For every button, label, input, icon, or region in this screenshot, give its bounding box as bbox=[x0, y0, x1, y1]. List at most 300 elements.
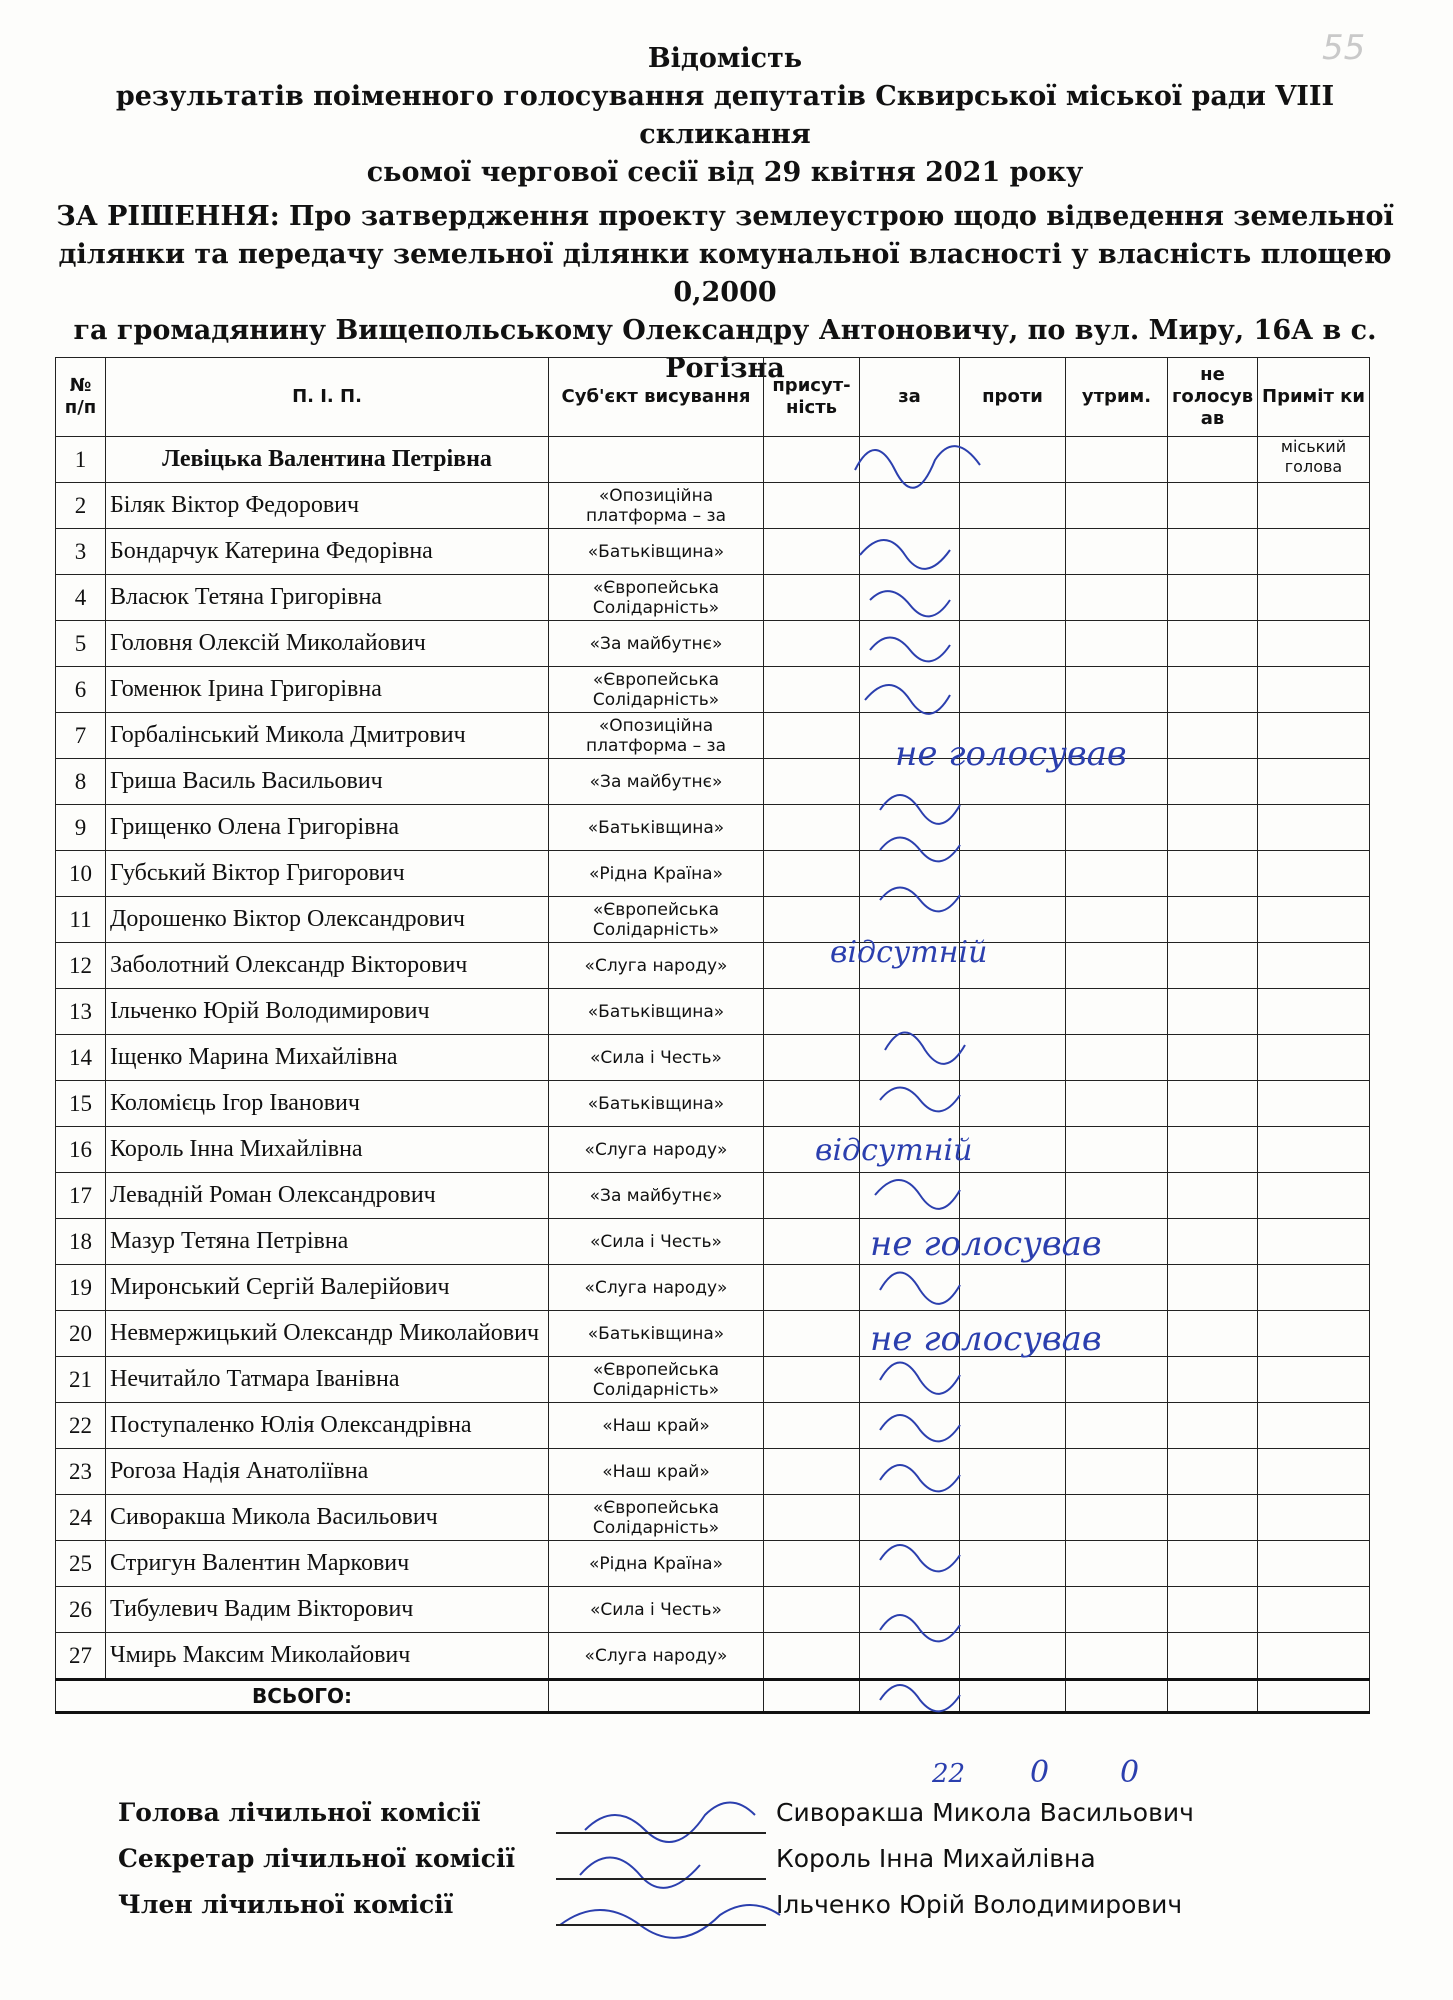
nominating-party: «Сила і Честь» bbox=[549, 1219, 764, 1265]
total-cell bbox=[1066, 1680, 1168, 1713]
table-row bbox=[56, 897, 1370, 943]
present-cell bbox=[764, 1633, 860, 1680]
table-row bbox=[56, 1403, 1370, 1449]
note-cell bbox=[1258, 1035, 1370, 1081]
row-number: 1 bbox=[56, 437, 106, 483]
present-cell bbox=[764, 897, 860, 943]
abstain-cell bbox=[1066, 1587, 1168, 1633]
signature-line bbox=[556, 1924, 766, 1926]
deputy-name: Грищенко Олена Григорівна bbox=[106, 805, 549, 851]
for-cell bbox=[860, 897, 960, 943]
row-number: 7 bbox=[56, 713, 106, 759]
note-cell bbox=[1258, 1127, 1370, 1173]
deputy-name: Сиворакша Микола Васильович bbox=[106, 1495, 549, 1541]
deputy-name: Миронський Сергій Валерійович bbox=[106, 1265, 549, 1311]
nominating-party: «За майбутнє» bbox=[549, 621, 764, 667]
for-cell bbox=[860, 1357, 960, 1403]
for-cell bbox=[860, 759, 960, 805]
note-cell bbox=[1258, 529, 1370, 575]
handwritten-note: відсутній bbox=[815, 1133, 973, 1168]
handwritten-total-for: 22 bbox=[932, 1759, 966, 1789]
against-cell bbox=[960, 943, 1066, 989]
note-cell bbox=[1258, 989, 1370, 1035]
nominating-party: «Наш край» bbox=[549, 1403, 764, 1449]
abstain-cell bbox=[1066, 1449, 1168, 1495]
not-voted-cell bbox=[1168, 805, 1258, 851]
header-against: проти bbox=[960, 358, 1066, 437]
total-cell bbox=[1258, 1680, 1370, 1713]
present-cell bbox=[764, 713, 860, 759]
handwritten-note: не голосував bbox=[870, 1224, 1102, 1264]
deputy-name: Поступаленко Юлія Олександрівна bbox=[106, 1403, 549, 1449]
note-cell bbox=[1258, 1265, 1370, 1311]
present-cell bbox=[764, 621, 860, 667]
against-cell bbox=[960, 483, 1066, 529]
deputy-name: Заболотний Олександр Вікторович bbox=[106, 943, 549, 989]
total-cell bbox=[860, 1680, 960, 1713]
note-cell bbox=[1258, 851, 1370, 897]
for-cell bbox=[860, 621, 960, 667]
for-cell bbox=[860, 1219, 960, 1265]
abstain-cell bbox=[1066, 1265, 1168, 1311]
deputy-name: Мазур Тетяна Петрівна bbox=[106, 1219, 549, 1265]
document-subtitle: результатів поіменного голосування депутатів Сквирської міської ради VIII скликання bbox=[115, 81, 1335, 150]
abstain-cell bbox=[1066, 805, 1168, 851]
against-cell bbox=[960, 1587, 1066, 1633]
table-row bbox=[56, 943, 1370, 989]
table-row bbox=[56, 1219, 1370, 1265]
nominating-party: «За майбутнє» bbox=[549, 759, 764, 805]
row-number: 12 bbox=[56, 943, 106, 989]
against-cell bbox=[960, 805, 1066, 851]
header-note: Приміт ки bbox=[1258, 358, 1370, 437]
row-number: 15 bbox=[56, 1081, 106, 1127]
against-cell bbox=[960, 759, 1066, 805]
note-cell bbox=[1258, 1541, 1370, 1587]
not-voted-cell bbox=[1168, 1081, 1258, 1127]
row-number: 21 bbox=[56, 1357, 106, 1403]
total-row bbox=[56, 1680, 1370, 1713]
for-cell bbox=[860, 667, 960, 713]
abstain-cell bbox=[1066, 989, 1168, 1035]
against-cell bbox=[960, 1081, 1066, 1127]
row-number: 5 bbox=[56, 621, 106, 667]
header-party: Суб'єкт висування bbox=[549, 358, 764, 437]
row-number: 16 bbox=[56, 1127, 106, 1173]
against-cell bbox=[960, 897, 1066, 943]
commission-member-name: Король Інна Михайлівна bbox=[776, 1844, 1096, 1873]
row-number: 13 bbox=[56, 989, 106, 1035]
total-cell bbox=[764, 1680, 860, 1713]
row-number: 8 bbox=[56, 759, 106, 805]
abstain-cell bbox=[1066, 667, 1168, 713]
not-voted-cell bbox=[1168, 529, 1258, 575]
table-row bbox=[56, 713, 1370, 759]
deputy-name: Гоменюк Ірина Григорівна bbox=[106, 667, 549, 713]
against-cell bbox=[960, 713, 1066, 759]
for-cell bbox=[860, 1127, 960, 1173]
for-cell bbox=[860, 575, 960, 621]
abstain-cell bbox=[1066, 1127, 1168, 1173]
not-voted-cell bbox=[1168, 621, 1258, 667]
signature-row bbox=[118, 1844, 1318, 1890]
row-number: 2 bbox=[56, 483, 106, 529]
total-cell bbox=[960, 1680, 1066, 1713]
present-cell bbox=[764, 483, 860, 529]
not-voted-cell bbox=[1168, 1219, 1258, 1265]
present-cell bbox=[764, 1219, 860, 1265]
commission-role: Член лічильної комісії bbox=[118, 1890, 454, 1919]
for-cell bbox=[860, 989, 960, 1035]
for-cell bbox=[860, 943, 960, 989]
signature-block bbox=[118, 1798, 1318, 1936]
table-row bbox=[56, 1311, 1370, 1357]
not-voted-cell bbox=[1168, 759, 1258, 805]
header-name: П. І. П. bbox=[106, 358, 549, 437]
not-voted-cell bbox=[1168, 897, 1258, 943]
against-cell bbox=[960, 1449, 1066, 1495]
for-cell bbox=[860, 1265, 960, 1311]
present-cell bbox=[764, 529, 860, 575]
table-row bbox=[56, 1127, 1370, 1173]
table-row bbox=[56, 1035, 1370, 1081]
against-cell bbox=[960, 1495, 1066, 1541]
for-cell bbox=[860, 529, 960, 575]
note-cell bbox=[1258, 1633, 1370, 1680]
abstain-cell bbox=[1066, 437, 1168, 483]
note-cell bbox=[1258, 1081, 1370, 1127]
row-number: 17 bbox=[56, 1173, 106, 1219]
not-voted-cell bbox=[1168, 851, 1258, 897]
not-voted-cell bbox=[1168, 667, 1258, 713]
not-voted-cell bbox=[1168, 713, 1258, 759]
deputy-name: Ільченко Юрій Володимирович bbox=[106, 989, 549, 1035]
abstain-cell bbox=[1066, 1541, 1168, 1587]
present-cell bbox=[764, 805, 860, 851]
row-number: 14 bbox=[56, 1035, 106, 1081]
signature-row bbox=[118, 1798, 1318, 1844]
row-number: 24 bbox=[56, 1495, 106, 1541]
table-row bbox=[56, 805, 1370, 851]
abstain-cell bbox=[1066, 713, 1168, 759]
abstain-cell bbox=[1066, 1633, 1168, 1680]
deputy-name: Головня Олексій Миколайович bbox=[106, 621, 549, 667]
note-cell bbox=[1258, 1449, 1370, 1495]
against-cell bbox=[960, 851, 1066, 897]
nominating-party: «Батьківщина» bbox=[549, 989, 764, 1035]
row-number: 26 bbox=[56, 1587, 106, 1633]
nominating-party: «Батьківщина» bbox=[549, 1311, 764, 1357]
nominating-party: «Рідна Країна» bbox=[549, 1541, 764, 1587]
against-cell bbox=[960, 529, 1066, 575]
not-voted-cell bbox=[1168, 1403, 1258, 1449]
for-cell bbox=[860, 1633, 960, 1680]
against-cell bbox=[960, 621, 1066, 667]
note-cell bbox=[1258, 667, 1370, 713]
present-cell bbox=[764, 1173, 860, 1219]
not-voted-cell bbox=[1168, 1633, 1258, 1680]
deputy-name: Горбалінський Микола Дмитрович bbox=[106, 713, 549, 759]
note-cell bbox=[1258, 1357, 1370, 1403]
against-cell bbox=[960, 437, 1066, 483]
note-cell: міський голова bbox=[1258, 437, 1370, 483]
not-voted-cell bbox=[1168, 437, 1258, 483]
against-cell bbox=[960, 1265, 1066, 1311]
row-number: 25 bbox=[56, 1541, 106, 1587]
note-cell bbox=[1258, 897, 1370, 943]
table-row bbox=[56, 529, 1370, 575]
abstain-cell bbox=[1066, 851, 1168, 897]
for-cell bbox=[860, 805, 960, 851]
table-row bbox=[56, 1541, 1370, 1587]
for-cell bbox=[860, 1311, 960, 1357]
not-voted-cell bbox=[1168, 1449, 1258, 1495]
nominating-party: «Батьківщина» bbox=[549, 805, 764, 851]
deputy-name: Рогоза Надія Анатоліївна bbox=[106, 1449, 549, 1495]
against-cell bbox=[960, 1173, 1066, 1219]
present-cell bbox=[764, 1541, 860, 1587]
against-cell bbox=[960, 1633, 1066, 1680]
against-cell bbox=[960, 1035, 1066, 1081]
deputy-name: Власюк Тетяна Григорівна bbox=[106, 575, 549, 621]
deputy-name: Нечитайло Татмара Іванівна bbox=[106, 1357, 549, 1403]
header-num: № п/п bbox=[56, 358, 106, 437]
against-cell bbox=[960, 1311, 1066, 1357]
row-number: 3 bbox=[56, 529, 106, 575]
for-cell bbox=[860, 1495, 960, 1541]
abstain-cell bbox=[1066, 1311, 1168, 1357]
handwritten-note: не голосував bbox=[870, 1319, 1102, 1359]
not-voted-cell bbox=[1168, 1495, 1258, 1541]
note-cell bbox=[1258, 1403, 1370, 1449]
deputy-name: Чмирь Максим Миколайович bbox=[106, 1633, 549, 1680]
not-voted-cell bbox=[1168, 1035, 1258, 1081]
for-cell bbox=[860, 437, 960, 483]
deputy-name: Коломієць Ігор Іванович bbox=[106, 1081, 549, 1127]
row-number: 10 bbox=[56, 851, 106, 897]
signature-row bbox=[118, 1890, 1318, 1936]
abstain-cell bbox=[1066, 1495, 1168, 1541]
decision-line-3: га громадянину Вищепольському Олександру Антоновичу, по вул. Миру, 16А в с. Рогізна bbox=[73, 315, 1377, 384]
for-cell bbox=[860, 1587, 960, 1633]
nominating-party: «Європейська Солідарність» bbox=[549, 575, 764, 621]
table-row bbox=[56, 1587, 1370, 1633]
total-cell bbox=[549, 1680, 764, 1713]
document-header bbox=[40, 40, 1410, 388]
header-abstain: утрим. bbox=[1066, 358, 1168, 437]
table-row bbox=[56, 1495, 1370, 1541]
abstain-cell bbox=[1066, 1403, 1168, 1449]
nominating-party: «Наш край» bbox=[549, 1449, 764, 1495]
present-cell bbox=[764, 1495, 860, 1541]
for-cell bbox=[860, 1081, 960, 1127]
header-present: присут-ність bbox=[764, 358, 860, 437]
deputy-name: Гриша Василь Васильович bbox=[106, 759, 549, 805]
against-cell bbox=[960, 1357, 1066, 1403]
present-cell bbox=[764, 1403, 860, 1449]
nominating-party: «Батьківщина» bbox=[549, 1081, 764, 1127]
abstain-cell bbox=[1066, 897, 1168, 943]
nominating-party: «За майбутнє» bbox=[549, 1173, 764, 1219]
signature-line bbox=[556, 1832, 766, 1834]
present-cell bbox=[764, 1587, 860, 1633]
nominating-party: «Слуга народу» bbox=[549, 943, 764, 989]
table-row bbox=[56, 621, 1370, 667]
note-cell bbox=[1258, 1587, 1370, 1633]
not-voted-cell bbox=[1168, 989, 1258, 1035]
nominating-party: «Європейська Солідарність» bbox=[549, 897, 764, 943]
nominating-party: «Сила і Честь» bbox=[549, 1035, 764, 1081]
commission-role: Секретар лічильної комісії bbox=[118, 1844, 516, 1873]
present-cell bbox=[764, 1035, 860, 1081]
commission-member-name: Сиворакша Микола Васильович bbox=[776, 1798, 1194, 1827]
not-voted-cell bbox=[1168, 1173, 1258, 1219]
table-row bbox=[56, 989, 1370, 1035]
for-cell bbox=[860, 1541, 960, 1587]
against-cell bbox=[960, 667, 1066, 713]
nominating-party: «Опозиційна платформа – за bbox=[549, 713, 764, 759]
nominating-party: «Європейська Солідарність» bbox=[549, 667, 764, 713]
note-cell bbox=[1258, 943, 1370, 989]
row-number: 6 bbox=[56, 667, 106, 713]
nominating-party bbox=[549, 437, 764, 483]
deputy-name: Іщенко Марина Михайлівна bbox=[106, 1035, 549, 1081]
row-number: 23 bbox=[56, 1449, 106, 1495]
abstain-cell bbox=[1066, 529, 1168, 575]
row-number: 20 bbox=[56, 1311, 106, 1357]
table-row bbox=[56, 575, 1370, 621]
abstain-cell bbox=[1066, 943, 1168, 989]
against-cell bbox=[960, 575, 1066, 621]
row-number: 11 bbox=[56, 897, 106, 943]
present-cell bbox=[764, 575, 860, 621]
deputy-name: Біляк Віктор Федорович bbox=[106, 483, 549, 529]
not-voted-cell bbox=[1168, 575, 1258, 621]
nominating-party: «Європейська Солідарність» bbox=[549, 1495, 764, 1541]
header-for: за bbox=[860, 358, 960, 437]
abstain-cell bbox=[1066, 621, 1168, 667]
for-cell bbox=[860, 483, 960, 529]
note-cell bbox=[1258, 621, 1370, 667]
deputy-name: Невмержицький Олександр Миколайович bbox=[106, 1311, 549, 1357]
not-voted-cell bbox=[1168, 1541, 1258, 1587]
row-number: 4 bbox=[56, 575, 106, 621]
table-row bbox=[56, 1265, 1370, 1311]
table-row bbox=[56, 437, 1370, 483]
note-cell bbox=[1258, 483, 1370, 529]
handwritten-total-against: 0 bbox=[1030, 1755, 1050, 1790]
note-cell bbox=[1258, 575, 1370, 621]
table-row bbox=[56, 759, 1370, 805]
present-cell bbox=[764, 851, 860, 897]
note-cell bbox=[1258, 759, 1370, 805]
nominating-party: «Рідна Країна» bbox=[549, 851, 764, 897]
handwritten-total-abstain: 0 bbox=[1120, 1755, 1140, 1790]
note-cell bbox=[1258, 805, 1370, 851]
present-cell bbox=[764, 943, 860, 989]
row-number: 22 bbox=[56, 1403, 106, 1449]
page-number: 55 bbox=[1322, 28, 1366, 68]
not-voted-cell bbox=[1168, 943, 1258, 989]
deputy-name: Левіцька Валентина Петрівна bbox=[106, 437, 549, 483]
abstain-cell bbox=[1066, 1035, 1168, 1081]
abstain-cell bbox=[1066, 1081, 1168, 1127]
against-cell bbox=[960, 1403, 1066, 1449]
abstain-cell bbox=[1066, 1357, 1168, 1403]
nominating-party: «Сила і Честь» bbox=[549, 1587, 764, 1633]
handwritten-note: не голосував bbox=[895, 734, 1127, 774]
abstain-cell bbox=[1066, 575, 1168, 621]
decision-line-2: ділянки та передачу земельної ділянки комунальної власності у власність площею 0,2000 bbox=[58, 239, 1392, 308]
commission-member-name: Ільченко Юрій Володимирович bbox=[776, 1890, 1183, 1919]
present-cell bbox=[764, 1127, 860, 1173]
session-date: сьомої чергової сесії від 29 квітня 2021 року bbox=[366, 157, 1084, 188]
for-cell bbox=[860, 851, 960, 897]
deputy-name: Бондарчук Катерина Федорівна bbox=[106, 529, 549, 575]
deputy-name: Тибулевич Вадим Вікторович bbox=[106, 1587, 549, 1633]
for-cell bbox=[860, 1403, 960, 1449]
not-voted-cell bbox=[1168, 483, 1258, 529]
total-label: ВСЬОГО: bbox=[56, 1680, 549, 1713]
deputy-name: Губський Віктор Григорович bbox=[106, 851, 549, 897]
table-row bbox=[56, 1449, 1370, 1495]
deputy-name: Король Інна Михайлівна bbox=[106, 1127, 549, 1173]
table-row bbox=[56, 667, 1370, 713]
deputy-name: Левадній Роман Олександрович bbox=[106, 1173, 549, 1219]
table-row bbox=[56, 1357, 1370, 1403]
commission-role: Голова лічильної комісії bbox=[118, 1798, 481, 1827]
present-cell bbox=[764, 1081, 860, 1127]
against-cell bbox=[960, 1127, 1066, 1173]
row-number: 18 bbox=[56, 1219, 106, 1265]
document-title: Відомість bbox=[647, 43, 803, 74]
deputy-name: Дорошенко Віктор Олександрович bbox=[106, 897, 549, 943]
for-cell bbox=[860, 713, 960, 759]
signature-line bbox=[556, 1878, 766, 1880]
table-row bbox=[56, 1173, 1370, 1219]
present-cell bbox=[764, 437, 860, 483]
for-cell bbox=[860, 1173, 960, 1219]
present-cell bbox=[764, 1311, 860, 1357]
deputy-name: Стригун Валентин Маркович bbox=[106, 1541, 549, 1587]
total-cell bbox=[1168, 1680, 1258, 1713]
present-cell bbox=[764, 989, 860, 1035]
not-voted-cell bbox=[1168, 1357, 1258, 1403]
abstain-cell bbox=[1066, 759, 1168, 805]
for-cell bbox=[860, 1035, 960, 1081]
for-cell bbox=[860, 1449, 960, 1495]
note-cell bbox=[1258, 1173, 1370, 1219]
present-cell bbox=[764, 1449, 860, 1495]
abstain-cell bbox=[1066, 483, 1168, 529]
present-cell bbox=[764, 667, 860, 713]
nominating-party: «Батьківщина» bbox=[549, 529, 764, 575]
not-voted-cell bbox=[1168, 1265, 1258, 1311]
note-cell bbox=[1258, 1311, 1370, 1357]
against-cell bbox=[960, 1541, 1066, 1587]
table-row bbox=[56, 851, 1370, 897]
row-number: 27 bbox=[56, 1633, 106, 1680]
table-header-row bbox=[56, 358, 1370, 437]
not-voted-cell bbox=[1168, 1587, 1258, 1633]
note-cell bbox=[1258, 1495, 1370, 1541]
table-row bbox=[56, 1633, 1370, 1680]
row-number: 19 bbox=[56, 1265, 106, 1311]
note-cell bbox=[1258, 713, 1370, 759]
against-cell bbox=[960, 989, 1066, 1035]
voting-table bbox=[55, 357, 1370, 1714]
present-cell bbox=[764, 1265, 860, 1311]
